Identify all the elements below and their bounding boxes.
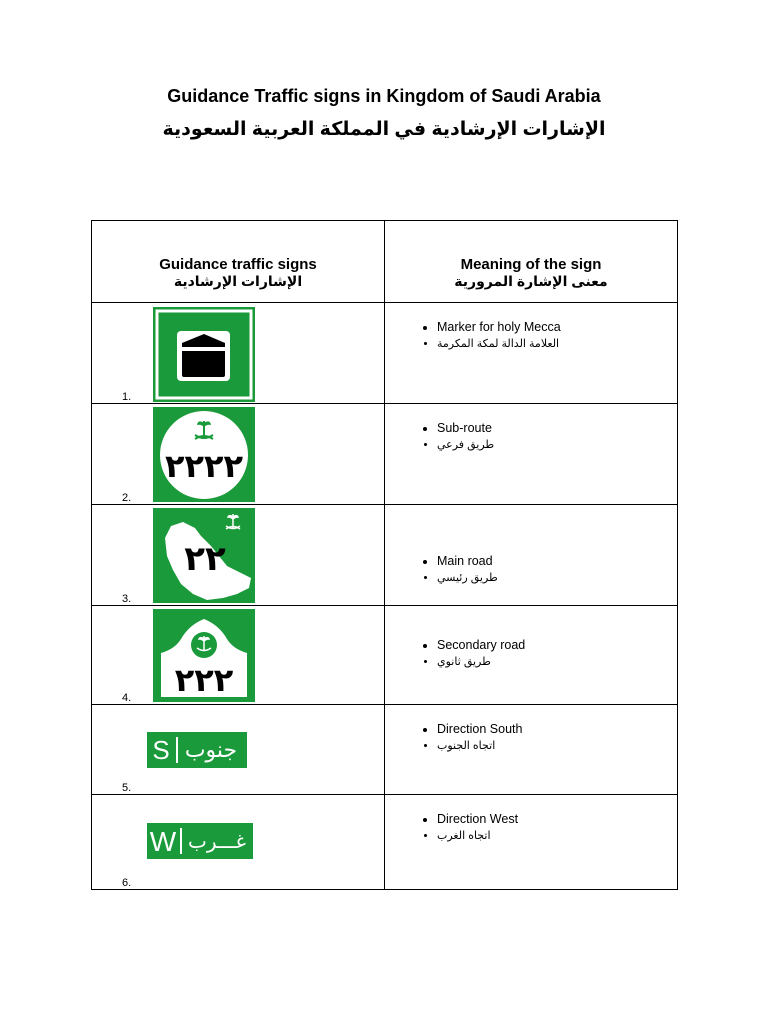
table-row [92, 606, 678, 705]
kaaba-sign-icon [153, 307, 255, 402]
page-title: Guidance Traffic signs in Kingdom of Saudi Arabia [167, 86, 601, 106]
meaning-en: • Main road [437, 553, 677, 570]
header-signs-en: Guidance traffic signs [159, 255, 317, 273]
header-meaning-en: Meaning of the sign [460, 255, 602, 273]
meaning-cell [385, 404, 678, 505]
table-row [92, 795, 678, 890]
sign-cell [92, 795, 385, 890]
svg-text:جنوب: جنوب [184, 738, 238, 763]
svg-text:٢٢٢: ٢٢٢ [174, 661, 234, 699]
meaning-cell [385, 303, 678, 404]
meaning-cell [385, 705, 678, 795]
row-number: 4. [122, 692, 132, 704]
row-number: 1. [122, 391, 132, 403]
meaning-en: • Direction South [437, 721, 677, 738]
row-number: 3. [122, 593, 132, 605]
header-meaning-ar: معنى الإشارة المرورية [454, 272, 608, 289]
sign-cell [92, 606, 385, 705]
sign-cell [92, 505, 385, 606]
meaning-ar: • طريق رئيسي [437, 570, 677, 587]
meaning-ar: • اتجاه الغرب [437, 828, 677, 845]
meaning-cell [385, 505, 678, 606]
meaning-ar: • طريق ثانوي [437, 654, 677, 671]
meaning-en: • Direction West [437, 811, 677, 828]
svg-text:٢٢: ٢٢ [184, 539, 226, 579]
secondary-road-sign-icon [153, 609, 255, 702]
sign-cell [92, 303, 385, 404]
header-signs-ar: الإشارات الإرشادية [173, 272, 303, 289]
table-row [92, 705, 678, 795]
table-row [92, 404, 678, 505]
table-header-row [92, 221, 678, 303]
sign-cell [92, 705, 385, 795]
signs-table [91, 220, 678, 890]
table-row [92, 505, 678, 606]
meaning-cell [385, 606, 678, 705]
row-number: 5. [122, 782, 132, 794]
header-meaning [385, 221, 678, 303]
svg-text:W: W [149, 826, 177, 857]
meaning-ar: • طريق فرعي [437, 437, 677, 454]
main-road-sign-icon [153, 508, 255, 603]
row-number: 2. [122, 492, 132, 504]
page-title-arabic: الإشارات الإرشادية في المملكة العربية السعودية [162, 119, 606, 140]
svg-text:غـــرب: غـــرب [188, 829, 246, 853]
meaning-en: • Marker for holy Mecca [437, 319, 677, 336]
sub-route-sign-icon [153, 407, 255, 502]
svg-text:S: S [152, 735, 170, 765]
meaning-cell [385, 795, 678, 890]
header-signs [92, 221, 385, 303]
sign-cell [92, 404, 385, 505]
direction-south-sign-icon [147, 732, 247, 768]
meaning-ar: • اتجاه الجنوب [437, 738, 677, 755]
meaning-en: • Sub-route [437, 420, 677, 437]
meaning-en: • Secondary road [437, 637, 677, 654]
svg-text:٢٢٢٢: ٢٢٢٢ [164, 447, 244, 485]
meaning-ar: • العلامة الدالة لمكة المكرمة [437, 336, 677, 353]
direction-west-sign-icon [147, 823, 253, 859]
row-number: 6. [122, 877, 132, 889]
table-row [92, 303, 678, 404]
